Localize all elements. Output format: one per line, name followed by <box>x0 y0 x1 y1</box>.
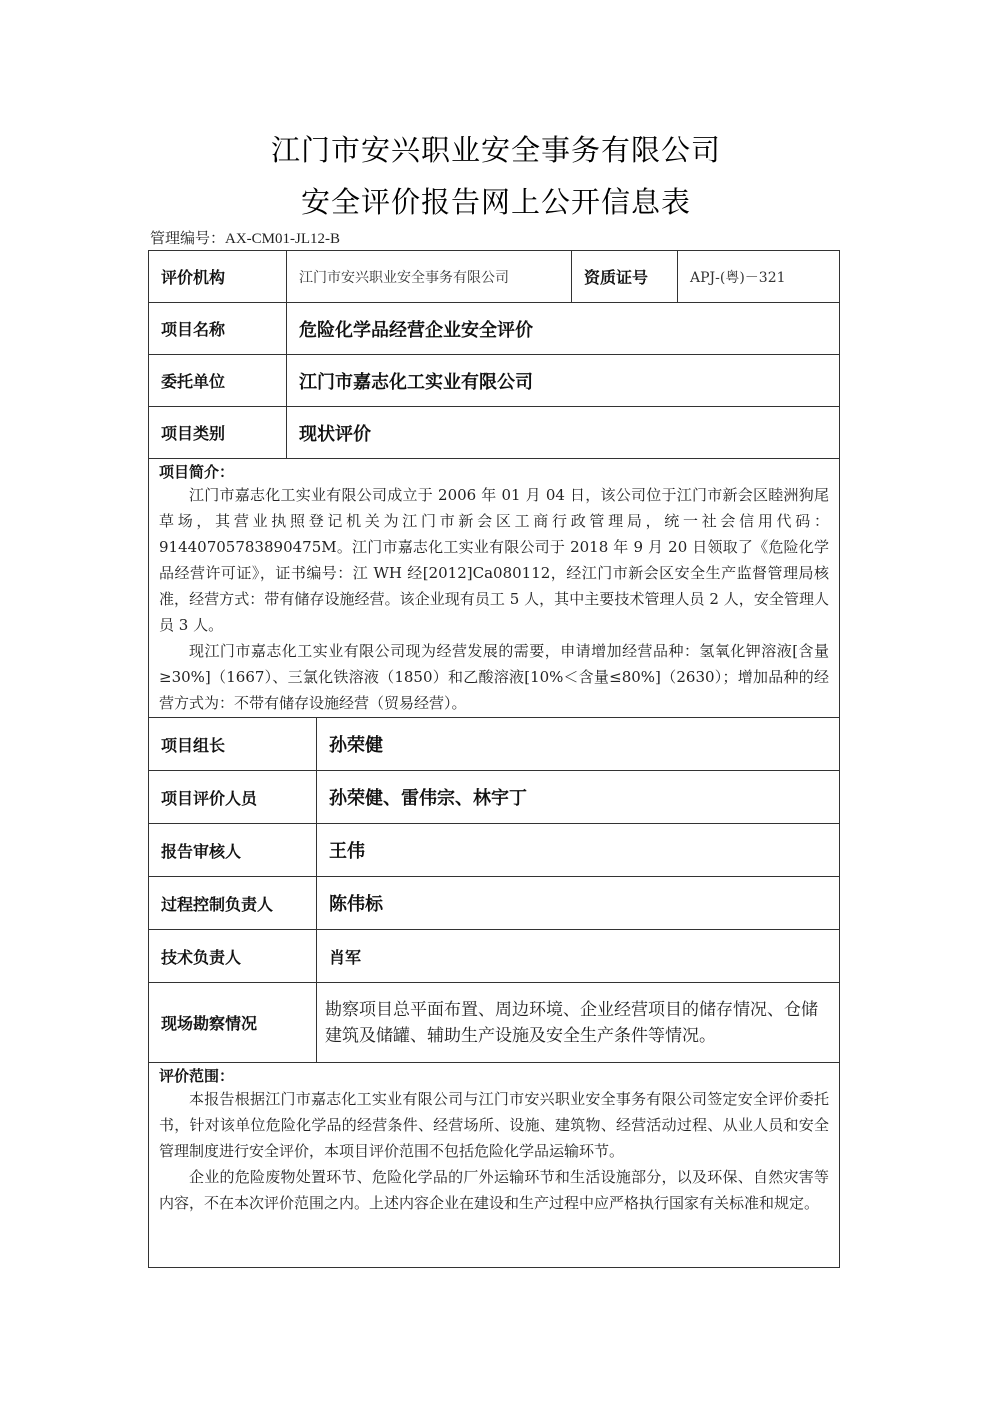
tech-value: 肖军 <box>316 930 839 982</box>
table-row-project-name <box>149 303 839 355</box>
intro-block <box>149 459 839 717</box>
document-title-line1: 江门市安兴职业安全事务有限公司 <box>270 133 721 167</box>
table-row-category <box>149 407 839 459</box>
table-row-evaluators <box>149 771 839 824</box>
management-number <box>150 227 340 248</box>
table-row-org <box>149 251 839 303</box>
cert-label: 资质证号 <box>571 251 677 302</box>
project-name-label: 项目名称 <box>161 320 226 339</box>
intro-paragraph: 现江门市嘉志化工实业有限公司现为经营发展的需要，申请增加经营品种：氢氧化钾溶液[含量≥30%]（1667）、三氯化铁溶液（1850）和乙酸溶液[10%＜含量≤80%]（2630）；增加品种的经营方式为：不带有储存设施经营（贸易经营）。 <box>159 642 829 712</box>
table-row-tech <box>149 930 839 983</box>
process-label: 过程控制负责人 <box>161 894 274 914</box>
intro-paragraph: 江门市嘉志化工实业有限公司成立于 2006 年 01 月 04 日，该公司位于江门市新会区睦洲狗尾草场，其营业执照登记机关为江门市新会区工商行政管理局，统一社会信用代码：91440705783890475M。江门市嘉志化工实业有限公司于 2018 年 9 月 20 日领取了《危险化学品经营许可证》，证书编号：江 WH 经[2012]Ca080112，经江门市新会区安全生产监督管理局核准，经营方式：带有储存设施经营。该企业现有员工 5 人，其中主要技术管理人员 2 人，安全管理人员 3 人。 <box>159 486 829 634</box>
leader-value: 孙荣健 <box>316 718 839 770</box>
intro-title: 项目简介： <box>159 463 235 481</box>
category-value: 现状评价 <box>286 407 839 458</box>
table-row-client <box>149 355 839 407</box>
process-value: 陈伟标 <box>316 877 839 929</box>
scope-paragraph: 企业的危险废物处置环节、危险化学品的厂外运输环节和生活设施部分，以及环保、自然灾害等内容，不在本次评价范围之内。上述内容企业在建设和生产过程中应严格执行国家有关标准和规定。 <box>159 1168 829 1212</box>
scope-title: 评价范围： <box>159 1067 235 1085</box>
survey-value: 勘察项目总平面布置、周边环境、企业经营项目的储存情况、仓储建筑及储罐、辅助生产设施及安全生产条件等情况。 <box>316 983 839 1062</box>
evaluators-label: 项目评价人员 <box>161 788 258 808</box>
client-value: 江门市嘉志化工实业有限公司 <box>286 355 839 406</box>
management-number-label: 管理编号： <box>150 231 226 247</box>
table-row-process <box>149 877 839 930</box>
management-number-value: AX-CM01-JL12-B <box>225 231 341 247</box>
evaluators-value: 孙荣健、雷伟宗、林宇丁 <box>316 771 839 823</box>
client-label: 委托单位 <box>161 372 226 391</box>
survey-label: 现场勘察情况 <box>161 1014 258 1033</box>
table-row-survey <box>149 983 839 1063</box>
scope-block <box>149 1063 839 1267</box>
table-row-intro <box>149 459 839 718</box>
scope-paragraph: 本报告根据江门市嘉志化工实业有限公司与江门市安兴职业安全事务有限公司签定安全评价委托书，针对该单位危险化学品的经营条件、经营场所、设施、建筑物、经营活动过程、从业人员和安全管理制度进行安全评价，本项目评价范围不包括危险化学品运输环节。 <box>159 1090 829 1160</box>
reviewer-value: 王伟 <box>316 824 839 876</box>
org-label: 评价机构 <box>161 268 226 287</box>
document-title-line2: 安全评价报告网上公开信息表 <box>300 185 691 219</box>
tech-label: 技术负责人 <box>161 947 242 967</box>
info-table <box>148 250 840 1268</box>
table-row-leader <box>149 718 839 771</box>
reviewer-label: 报告审核人 <box>161 841 242 861</box>
leader-label: 项目组长 <box>161 735 226 755</box>
cert-value: APJ-(粤)－321 <box>677 251 839 302</box>
category-label: 项目类别 <box>161 424 226 443</box>
table-row-scope <box>149 1063 839 1267</box>
org-value: 江门市安兴职业安全事务有限公司 <box>286 251 571 302</box>
project-name-value: 危险化学品经营企业安全评价 <box>286 303 839 354</box>
table-row-reviewer <box>149 824 839 877</box>
